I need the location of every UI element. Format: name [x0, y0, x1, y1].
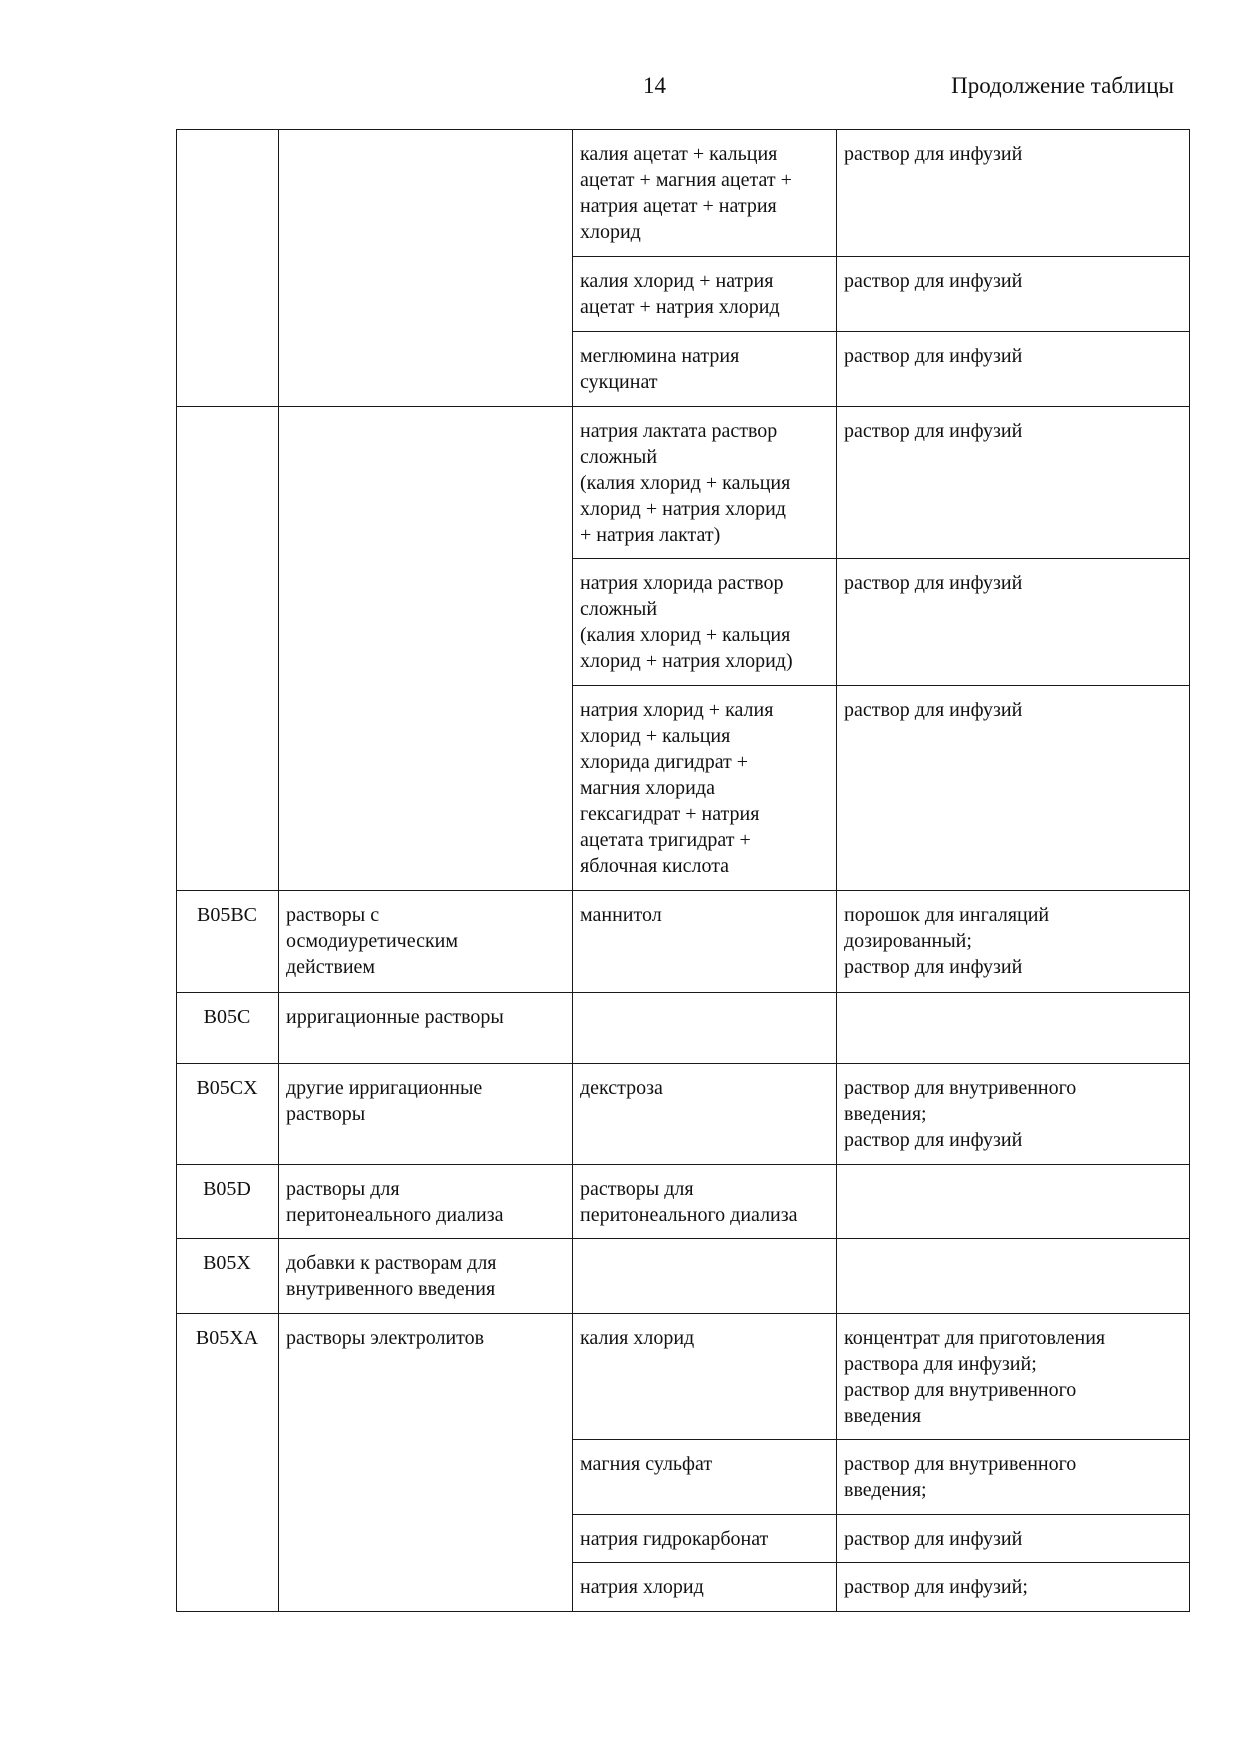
cell-text-line: раствор для внутривенного [844, 1453, 1077, 1475]
cell-text-line: раствор для внутривенного [844, 1379, 1077, 1401]
atc-code-cell [177, 1314, 279, 1612]
cell-text-line: (калия хлорид + кальция [580, 472, 791, 494]
drug-name-cell [573, 1064, 837, 1165]
cell-text-line: внутривенного введения [286, 1278, 496, 1300]
cell-text-line: растворы для [286, 1178, 400, 1200]
cell-text-line: калия ацетат + кальция [580, 143, 778, 165]
cell-text-line: ацетат + магния ацетат + [580, 169, 792, 191]
cell-text-line: калия хлорид [580, 1327, 695, 1349]
atc-group-name-cell [279, 1314, 573, 1612]
cell-text-line: концентрат для приготовления [844, 1327, 1106, 1349]
drug-name-cell [573, 1314, 837, 1440]
atc-code-cell [177, 407, 279, 891]
cell-text-line: раствор для инфузий [844, 143, 1023, 165]
atc-code-cell [177, 891, 279, 993]
drug-name-cell [573, 1440, 837, 1515]
cell-text-line: натрия хлорид [580, 1576, 704, 1598]
cell-text-line: сложный [580, 598, 658, 620]
drug-name-cell [573, 891, 837, 993]
atc-group-name-cell [279, 1064, 573, 1165]
cell-text-line: меглюмина натрия [580, 345, 740, 367]
cell-text-line: маннитол [580, 904, 662, 926]
drug-name-cell [573, 559, 837, 686]
cell-text-line: натрия гидрокарбонат [580, 1528, 769, 1550]
cell-text-line: натрия хлорид + калия [580, 699, 774, 721]
atc-group-name-cell [279, 891, 573, 993]
atc-group-name-cell [279, 1165, 573, 1239]
atc-code-cell [177, 1239, 279, 1314]
cell-text-line: перитонеального диализа [286, 1204, 504, 1226]
dosage-form-cell [837, 559, 1190, 686]
dosage-form-cell [837, 332, 1190, 407]
dosage-form-cell [837, 1440, 1190, 1515]
atc-code-cell [177, 993, 279, 1064]
atc-code: B05X [203, 1252, 251, 1274]
cell-text-line: растворы [286, 1103, 366, 1125]
dosage-form-cell [837, 1314, 1190, 1440]
dosage-form-cell [837, 1064, 1190, 1165]
dosage-form-cell [837, 1515, 1190, 1563]
cell-text-line: добавки к растворам для [286, 1252, 497, 1274]
dosage-form-cell [837, 407, 1190, 559]
atc-code: B05D [203, 1178, 251, 1200]
drug-name-cell [573, 1239, 837, 1314]
page-number: 14 [643, 73, 666, 98]
cell-text-line: + натрия лактат) [580, 524, 721, 546]
cell-text-line: ацетат + натрия хлорид [580, 296, 780, 318]
cell-text-line: осмодиуретическим [286, 930, 459, 952]
cell-text-line: раствор для инфузий [844, 572, 1023, 594]
cell-text-line: раствор для инфузий [844, 270, 1023, 292]
cell-text-line: раствор для инфузий [844, 1528, 1023, 1550]
cell-text-line: декстроза [580, 1077, 663, 1099]
cell-text-line: натрия лактата раствор [580, 420, 778, 442]
table-row [177, 1239, 1190, 1314]
cell-text-line: раствор для инфузий [844, 420, 1023, 442]
cell-text-line: калия хлорид + натрия [580, 270, 774, 292]
dosage-form-cell [837, 891, 1190, 993]
atc-group-name-cell [279, 407, 573, 891]
cell-text-line: дозированный; [844, 930, 972, 952]
cell-text-line: ацетата тригидрат + [580, 829, 751, 851]
cell-text-line: перитонеального диализа [580, 1204, 798, 1226]
table-row [177, 130, 1190, 257]
dosage-form-cell [837, 993, 1190, 1064]
cell-text-line: сложный [580, 446, 658, 468]
cell-text-line: хлорид + натрия хлорид) [580, 650, 793, 672]
cell-text-line: раствор для внутривенного [844, 1077, 1077, 1099]
cell-text-line: хлорид + натрия хлорид [580, 498, 786, 520]
cell-text-line: раствор для инфузий [844, 956, 1023, 978]
drug-name-cell [573, 332, 837, 407]
drug-name-cell [573, 1515, 837, 1563]
dosage-form-cell [837, 1165, 1190, 1239]
atc-group-name-cell [279, 130, 573, 407]
table-row [177, 407, 1190, 559]
cell-text-line: введения; [844, 1479, 927, 1501]
drug-name-cell [573, 130, 837, 257]
cell-text-line: (калия хлорид + кальция [580, 624, 791, 646]
drug-name-cell [573, 257, 837, 332]
dosage-form-cell [837, 1239, 1190, 1314]
table-row [177, 1314, 1190, 1440]
cell-text-line: магния хлорида [580, 777, 715, 799]
cell-text-line: растворы с [286, 904, 380, 926]
cell-text-line: введения [844, 1405, 922, 1427]
cell-text-line: раствор для инфузий [844, 345, 1023, 367]
table-row [177, 891, 1190, 993]
cell-text-line: раствор для инфузий [844, 699, 1023, 721]
cell-text-line: раствор для инфузий [844, 1129, 1023, 1151]
medication-table [176, 129, 1190, 1612]
cell-text-line: другие ирригационные [286, 1077, 483, 1099]
table-row [177, 1165, 1190, 1239]
cell-text-line: ирригационные растворы [286, 1006, 504, 1028]
cell-text-line: раствора для инфузий; [844, 1353, 1037, 1375]
atc-group-name-cell [279, 1239, 573, 1314]
cell-text-line: действием [286, 956, 376, 978]
cell-text-line: магния сульфат [580, 1453, 713, 1475]
cell-text-line: хлорида дигидрат + [580, 751, 749, 773]
table-continuation-label: Продолжение таблицы [951, 73, 1174, 98]
drug-name-cell [573, 1563, 837, 1612]
cell-text-line: растворы для [580, 1178, 694, 1200]
cell-text-line: натрия ацетат + натрия [580, 195, 777, 217]
cell-text-line: натрия хлорида раствор [580, 572, 784, 594]
atc-code: B05CX [196, 1077, 258, 1099]
cell-text-line: растворы электролитов [286, 1327, 485, 1349]
atc-group-name-cell [279, 993, 573, 1064]
cell-text-line: хлорид [580, 221, 641, 243]
atc-code-cell [177, 1064, 279, 1165]
atc-code: B05XA [195, 1327, 259, 1349]
cell-text-line: гексагидрат + натрия [580, 803, 760, 825]
drug-name-cell [573, 407, 837, 559]
dosage-form-cell [837, 1563, 1190, 1612]
atc-code: B05BC [196, 904, 258, 926]
atc-code-cell [177, 130, 279, 407]
cell-text-line: раствор для инфузий; [844, 1576, 1028, 1598]
dosage-form-cell [837, 686, 1190, 891]
cell-text-line: введения; [844, 1103, 927, 1125]
dosage-form-cell [837, 257, 1190, 332]
table-row [177, 1064, 1190, 1165]
drug-name-cell [573, 686, 837, 891]
atc-code: B05C [203, 1006, 251, 1028]
atc-code-cell [177, 1165, 279, 1239]
drug-name-cell [573, 1165, 837, 1239]
dosage-form-cell [837, 130, 1190, 257]
cell-text-line: хлорид + кальция [580, 725, 731, 747]
cell-text-line: яблочная кислота [580, 855, 730, 877]
cell-text-line: сукцинат [580, 371, 658, 393]
table-row [177, 993, 1190, 1064]
cell-text-line: порошок для ингаляций [844, 904, 1050, 926]
drug-name-cell [573, 993, 837, 1064]
